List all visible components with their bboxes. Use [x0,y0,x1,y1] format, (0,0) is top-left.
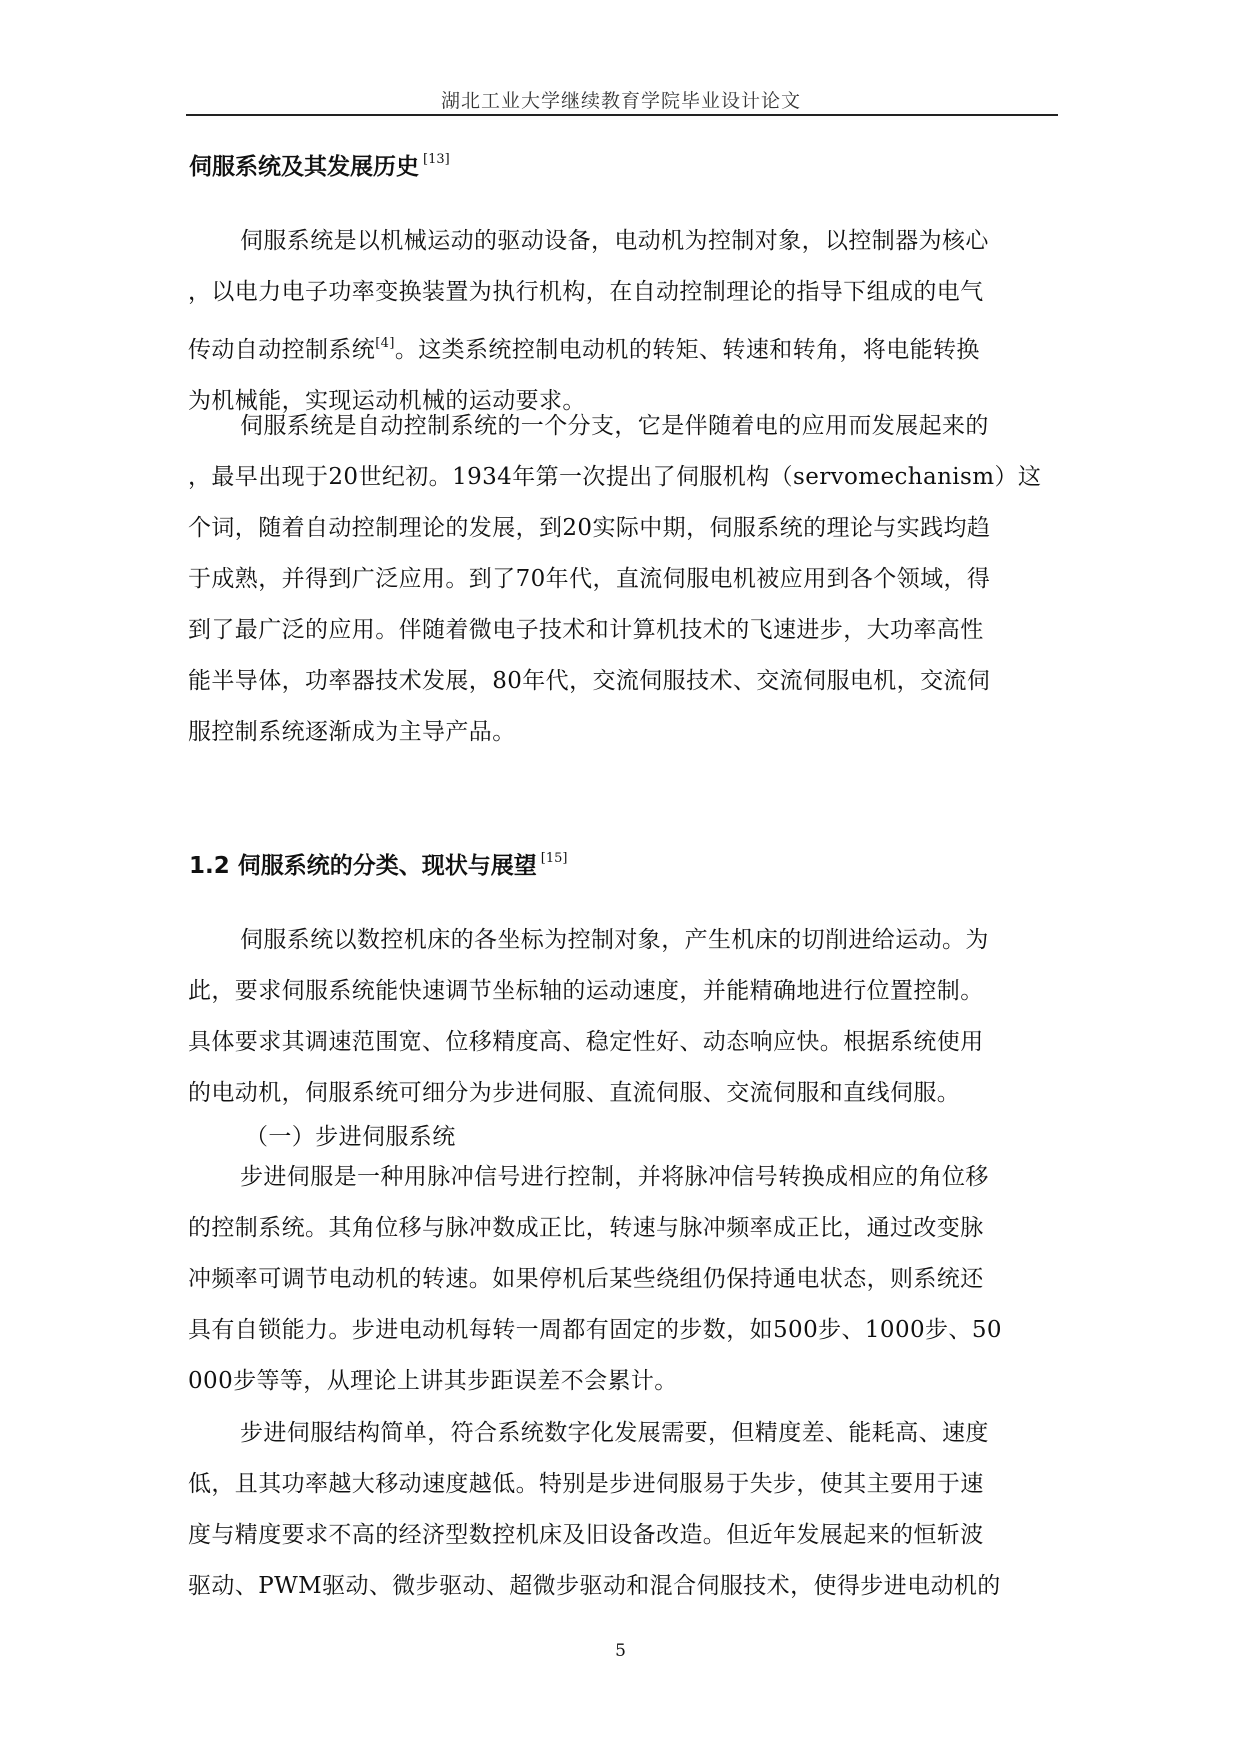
paragraph [188,401,1046,758]
text-line: 具体要求其调速范围宽、位移精度高、稳定性好、动态响应快。根据系统使用 [188,1029,984,1055]
text-line: 冲频率可调节电动机的转速。如果停机后某些绕组仍保持通电状态，则系统还 [188,1266,984,1292]
header-rule [186,114,1058,116]
page-header: 湖北工业大学继续教育学院毕业设计论文 [440,90,801,112]
paragraph [188,216,1046,427]
text-line: 于成熟，并得到广泛应用。到了70年代，直流伺服电机被应用到各个领域，得 [188,566,991,592]
text-line: ，以电力电子功率变换装置为执行机构，在自动控制理论的指导下组成的电气 [188,279,984,305]
text-line: 的控制系统。其角位移与脉冲数成正比，转速与脉冲频率成正比，通过改变脉 [188,1215,984,1241]
text-line: 到了最广泛的应用。伴随着微电子技术和计算机技术的飞速进步，大功率高性 [188,617,984,643]
section-heading-text: 1.2 伺服系统的分类、现状与展望 [189,853,537,879]
text-line: 伺服系统是以机械运动的驱动设备，电动机为控制对象，以控制器为核心 [240,228,989,254]
paragraph [188,1408,1046,1612]
text-segment: 。这类系统控制电动机的转矩、转速和转角，将电能转换 [394,337,980,363]
text-line: 伺服系统以数控机床的各坐标为控制对象，产生机床的切削进给运动。为 [240,927,989,953]
subsection-heading: （一）步进伺服系统 [245,1124,456,1150]
section-heading-text: 伺服系统及其发展历史 [189,154,419,180]
text-segment: 传动自动控制系统 [188,337,376,363]
text-line: 000步等等，从理论上讲其步距误差不会累计。 [188,1368,678,1394]
text-line: 个词，随着自动控制理论的发展，到20实际中期，伺服系统的理论与实践均趋 [188,515,991,541]
text-line: ，最早出现于20世纪初。1934年第一次提出了伺服机构（servomechanism）这 [188,464,1042,490]
text-line: 具有自锁能力。步进电动机每转一周都有固定的步数，如500步、1000步、50 [188,1317,1002,1343]
text-line: 的电动机，伺服系统可细分为步进伺服、直流伺服、交流伺服和直线伺服。 [188,1080,961,1106]
text-line: 步进伺服是一种用脉冲信号进行控制，并将脉冲信号转换成相应的角位移 [240,1164,989,1190]
page-number: 5 [615,1641,626,1661]
text-line: 驱动、PWM驱动、微步驱动、超微步驱动和混合伺服技术，使得步进电动机的 [188,1573,1001,1599]
text-line: 步进伺服结构简单，符合系统数字化发展需要，但精度差、能耗高、速度 [240,1420,989,1446]
text-line: 度与精度要求不高的经济型数控机床及旧设备改造。但近年发展起来的恒斩波 [188,1522,984,1548]
text-line [188,318,1046,376]
text-line: 服控制系统逐渐成为主导产品。 [188,719,516,745]
text-line: 低，且其功率越大移动速度越低。特别是步进伺服易于失步，使其主要用于速 [188,1471,984,1497]
section-heading-classification [189,847,567,880]
text-line: 此，要求伺服系统能快速调节坐标轴的运动速度，并能精确地进行位置控制。 [188,978,984,1004]
paragraph [188,915,1046,1119]
section-heading-history [189,148,450,181]
citation-ref: [15] [540,851,568,866]
citation-ref: [4] [375,336,395,351]
citation-ref: [13] [423,152,450,167]
text-line: 伺服系统是自动控制系统的一个分支，它是伴随着电的应用而发展起来的 [240,413,989,439]
text-line: 能半导体，功率器技术发展，80年代，交流伺服技术、交流伺服电机，交流伺 [188,668,991,694]
paragraph [188,1152,1046,1407]
text-line: 为机械能，实现运动机械的运动要求。 [188,388,586,414]
